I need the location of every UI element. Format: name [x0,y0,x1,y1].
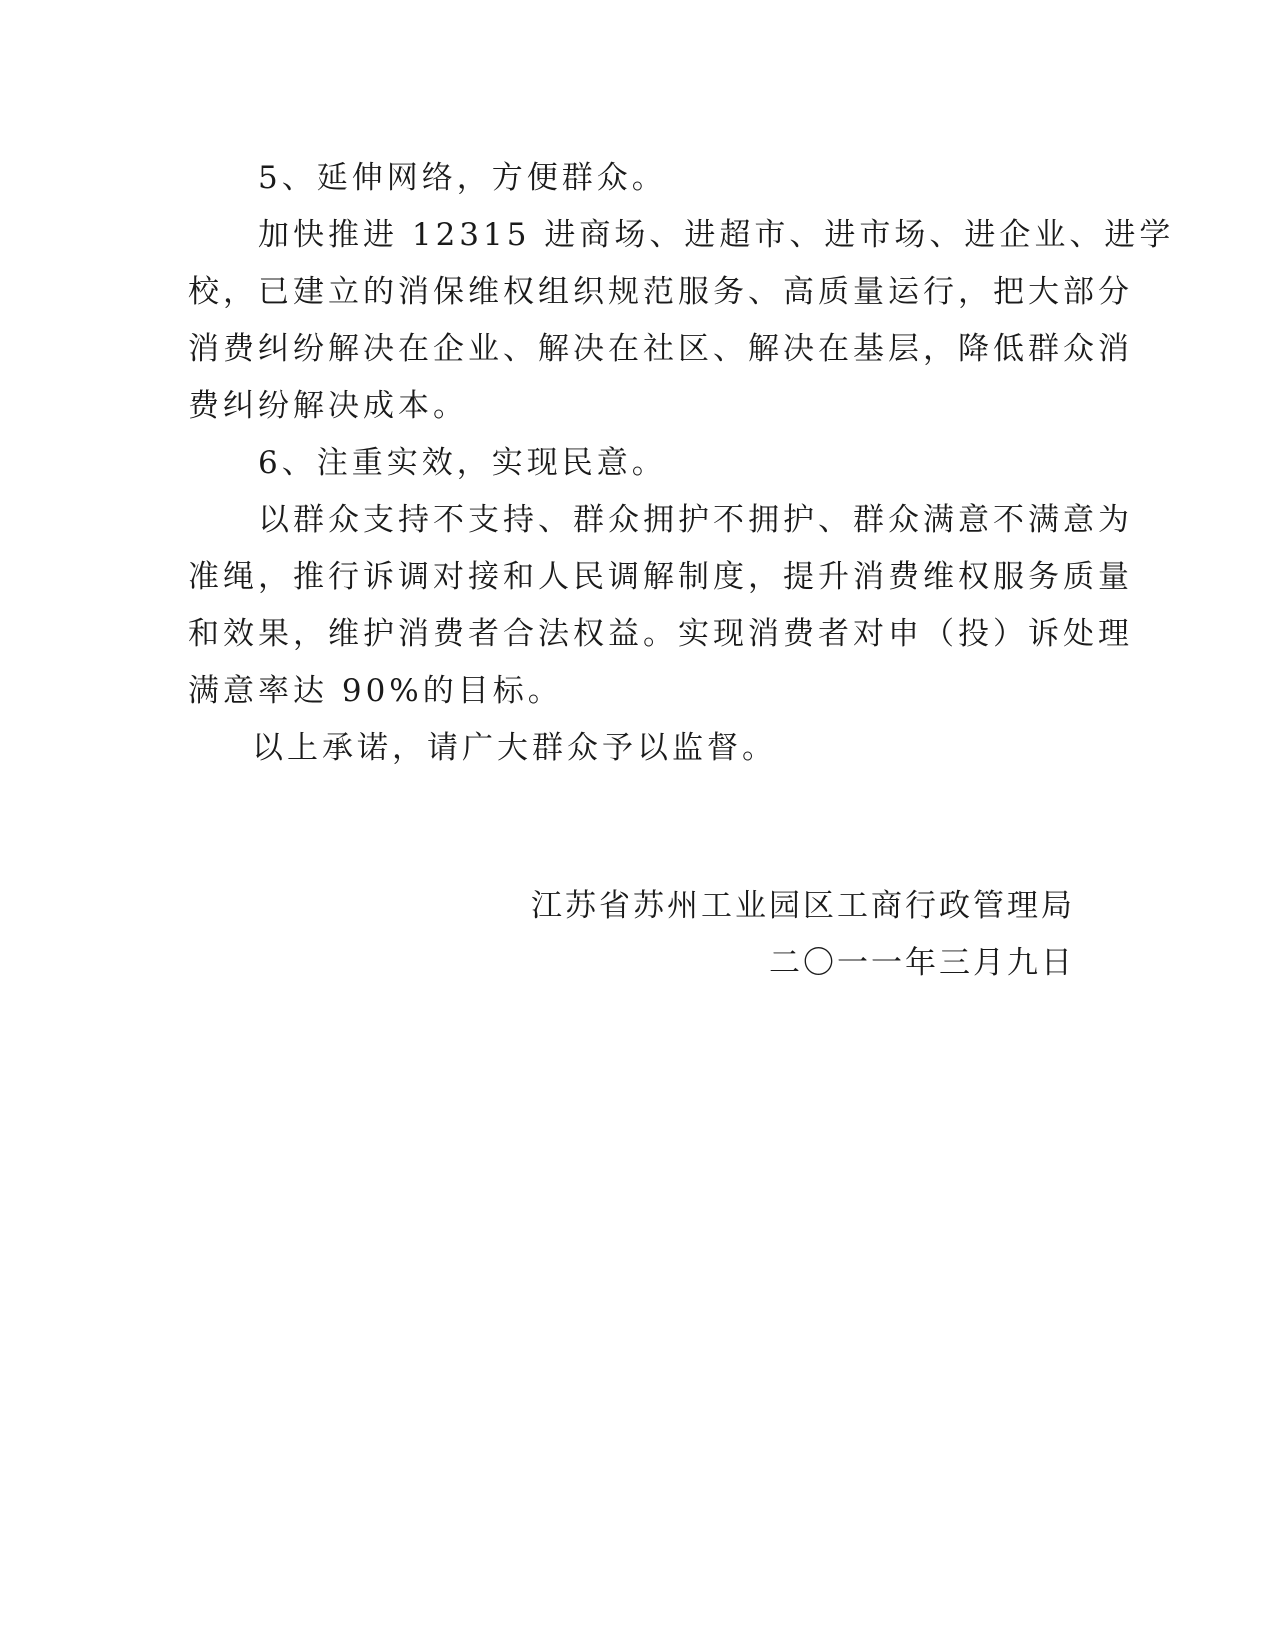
section-5-line: 费纠纷解决成本。 [188,388,468,424]
section-6-line: 以群众支持不支持、群众拥护不拥护、群众满意不满意为 [258,502,1133,538]
section-5-line: 消费纠纷解决在企业、解决在社区、解决在基层，降低群众消 [188,331,1133,367]
closing-statement: 以上承诺，请广大群众予以监督。 [252,730,777,766]
section-5-heading: 5、延伸网络，方便群众。 [258,160,667,196]
signature-organization: 江苏省苏州工业园区工商行政管理局 [531,888,1075,924]
section-6-line: 和效果，维护消费者合法权益。实现消费者对申（投）诉处理 [188,616,1133,652]
signature-block [531,878,1075,992]
section-5-line: 校，已建立的消保维权组织规范服务、高质量运行，把大部分 [188,274,1133,310]
section-5-line: 加快推进 12315 进商场、进超市、进市场、进企业、进学 [258,217,1175,253]
section-6-line: 满意率达 90%的目标。 [188,673,563,709]
signature-date: 二〇一一年三月九日 [769,945,1075,981]
document-body [188,150,1175,777]
section-6-line: 准绳，推行诉调对接和人民调解制度，提升消费维权服务质量 [188,559,1133,595]
section-6-heading: 6、注重实效，实现民意。 [258,445,667,481]
